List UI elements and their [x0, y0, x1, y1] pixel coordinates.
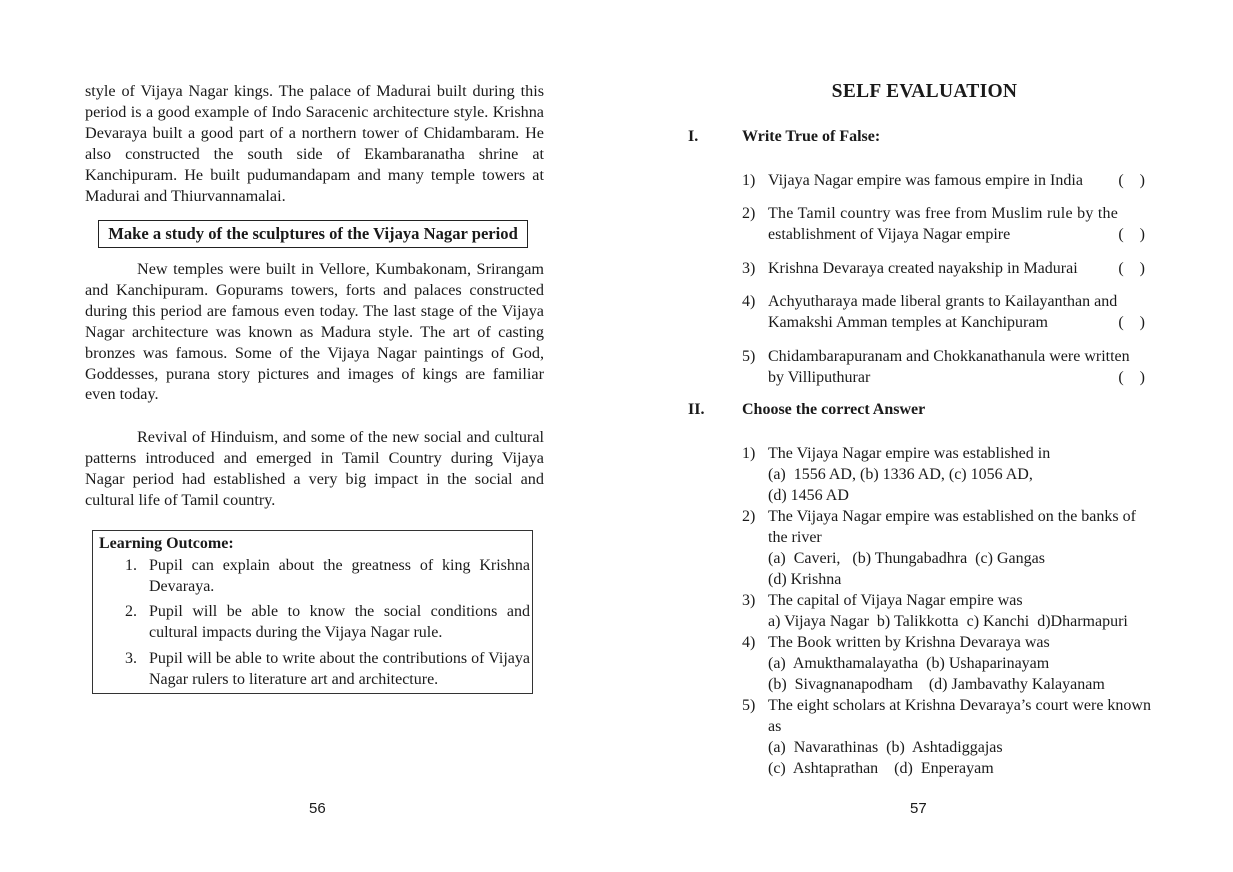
sculptures-paragraph: New temples were built in Vellore, Kumbakonam, Srirangam and Kanchipuram. Gopurams towers, forts and palaces constructed during this period are famous even today. The last stage of the Vijaya Nagar architecture was known as Madura style. The art of casting bronzes was famous. Some of the Vijaya Nagar paintings of God, Goddesses, purana story pictures and images of kings are familiar even today. [85, 260, 544, 404]
question-number: 5) [742, 697, 756, 714]
question-text: Krishna Devaraya created nayakship in Madurai [768, 260, 1078, 277]
mcq-question [742, 506, 1147, 590]
mcq-question [742, 443, 1147, 506]
question-text: Chidambarapuranam and Chokkanathanula were written [768, 348, 1130, 365]
answer-blank[interactable]: ( ) [1118, 369, 1145, 386]
question-number: 5) [742, 348, 756, 365]
question-text-cont: as [768, 718, 782, 735]
question-number: 3) [742, 592, 756, 609]
question-number: 4) [742, 293, 756, 310]
answer-options: (d) Krishna [768, 571, 842, 588]
mcq-question [742, 632, 1147, 695]
question-text: The Tamil country was free from Muslim rule by the [768, 205, 1119, 222]
section-2-number: II. [688, 401, 705, 418]
mcq-question [742, 590, 1147, 632]
question-text: Achyutharaya made liberal grants to Kailayanthan and [768, 293, 1118, 310]
right-page-57 [616, 0, 1233, 872]
answer-options: (d) 1456 AD [768, 487, 849, 504]
item-number: 3. [125, 650, 137, 667]
section-1-title: Write True of False: [742, 128, 881, 145]
question-number: 4) [742, 634, 756, 651]
answer-blank[interactable]: ( ) [1118, 226, 1145, 243]
answer-options: a) Vijaya Nagar b) Talikkotta c) Kanchi d)Dharmapuri [768, 613, 1128, 630]
true-false-question [742, 258, 1147, 279]
page-number: 57 [910, 800, 927, 817]
question-number: 2) [742, 205, 756, 222]
answer-options: (c) Ashtaprathan (d) Enperayam [768, 760, 994, 777]
question-text: The eight scholars at Krishna Devaraya’s court were known [768, 697, 1151, 714]
answer-options: (b) Sivagnanapodham (d) Jambavathy Kalayanam [768, 676, 1105, 693]
learning-outcome-box [92, 530, 533, 694]
answer-blank[interactable]: ( ) [1118, 172, 1145, 189]
true-false-question [742, 291, 1147, 333]
learning-outcome-item [125, 602, 530, 643]
question-text: The capital of Vijaya Nagar empire was [768, 592, 1023, 609]
question-text: The Book written by Krishna Devaraya was [768, 634, 1050, 651]
item-text: Pupil will be able to write about the contributions of Vijaya Nagar rulers to literature art and architecture. [149, 650, 530, 688]
question-text-cont: by Villiputhurar [768, 369, 871, 386]
self-evaluation-title: SELF EVALUATION [831, 81, 1018, 102]
question-number: 1) [742, 172, 756, 189]
question-number: 2) [742, 508, 756, 525]
true-false-question [742, 346, 1147, 388]
answer-options: (a) Amukthamalayatha (b) Ushaparinayam [768, 655, 1050, 672]
answer-options: (a) 1556 AD, (b) 1336 AD, (c) 1056 AD, [768, 466, 1033, 483]
learning-outcome-item [125, 649, 530, 690]
answer-options: (a) Navarathinas (b) Ashtadiggajas [768, 739, 1003, 756]
answer-blank[interactable]: ( ) [1118, 260, 1145, 277]
intro-paragraph: style of Vijaya Nagar kings. The palace of Madurai built during this period is a good example of Indo Saracenic architecture style. Krishna Devaraya built a good part of a northern tower of Chidambaram. He also constructed the south side of Ekambaranatha shrine at Kanchipuram. He built pudumandapam and many temple towers at Madurai and Thiurvannamalai. [85, 82, 544, 205]
question-text: The Vijaya Nagar empire was established on the banks of [768, 508, 1136, 525]
answer-blank[interactable]: ( ) [1118, 314, 1145, 331]
learning-outcome-item [125, 556, 530, 597]
section-1-number: I. [688, 128, 699, 145]
question-text-cont: Kamakshi Amman temples at Kanchipuram [768, 314, 1048, 331]
true-false-question [742, 203, 1147, 245]
section-2-title: Choose the correct Answer [742, 401, 926, 418]
question-text: The Vijaya Nagar empire was established in [768, 445, 1051, 462]
item-text: Pupil can explain about the greatness of king Krishna Devaraya. [149, 557, 530, 595]
learning-outcome-title: Learning Outcome: [99, 535, 234, 552]
question-number: 3) [742, 260, 756, 277]
true-false-question [742, 170, 1147, 191]
question-number: 1) [742, 445, 756, 462]
item-number: 1. [125, 557, 137, 574]
hinduism-revival-paragraph: Revival of Hinduism, and some of the new social and cultural patterns introduced and emerged in Tamil Country during Vijaya Nagar period had established a very big impact in the social and cultural life of Tamil country. [85, 428, 544, 509]
item-text: Pupil will be able to know the social conditions and cultural impacts during the Vijaya Nagar rule. [149, 603, 530, 641]
item-number: 2. [125, 603, 137, 620]
question-text-cont: establishment of Vijaya Nagar empire [768, 226, 1011, 243]
page-number: 56 [309, 800, 326, 817]
boxed-section-heading: Make a study of the sculptures of the Vijaya Nagar period [98, 220, 528, 248]
answer-options: (a) Caveri, (b) Thungabadhra (c) Gangas [768, 550, 1045, 567]
mcq-question [742, 695, 1151, 779]
question-text-cont: the river [768, 529, 822, 546]
left-page-56 [0, 0, 616, 872]
question-text: Vijaya Nagar empire was famous empire in India [768, 172, 1083, 189]
